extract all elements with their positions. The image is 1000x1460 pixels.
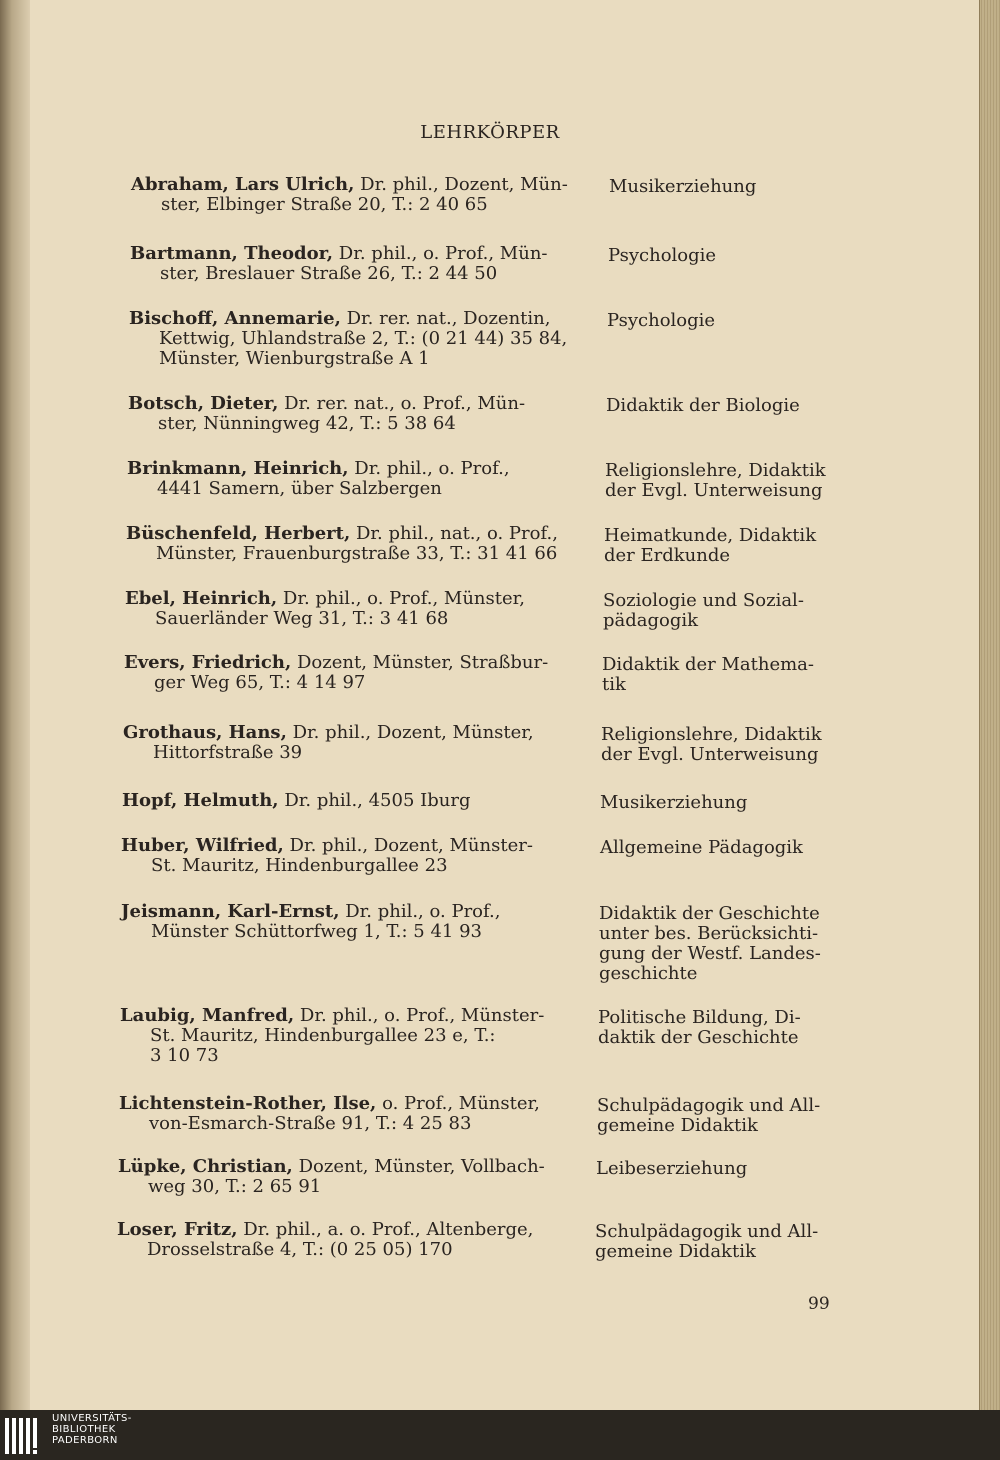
faculty-details: [125, 589, 580, 629]
faculty-details: [126, 524, 581, 564]
faculty-details: [121, 836, 576, 876]
faculty-details: [119, 1094, 574, 1134]
detail-line: [118, 1177, 573, 1197]
faculty-subject: [609, 177, 854, 197]
detail-text: Münster Schüttorfweg 1, T.: 5 41 93: [151, 921, 483, 942]
detail-line: [123, 723, 578, 743]
detail-text: Dr. phil., Dozent, Münster-: [289, 835, 533, 856]
subject-line: tik: [602, 674, 626, 695]
detail-text: Dr. phil., nat., o. Prof.,: [355, 523, 558, 544]
faculty-name: Huber, Wilfried,: [121, 835, 284, 856]
detail-text: Dr. phil., o. Prof., Mün-: [338, 243, 548, 264]
detail-line: [121, 836, 576, 856]
detail-text: St. Mauritz, Hindenburgallee 23 e, T.:: [150, 1025, 496, 1046]
detail-line: [129, 309, 584, 329]
faculty-name: Ebel, Heinrich,: [125, 588, 278, 609]
detail-line: [121, 922, 576, 942]
subject-line: Religionslehre, Didaktik: [605, 460, 826, 481]
detail-line: [129, 329, 584, 349]
detail-text: Dr. phil., o. Prof.,: [345, 901, 501, 922]
detail-text: weg 30, T.: 2 65 91: [148, 1176, 322, 1197]
faculty-details: [128, 394, 583, 434]
subject-line: Didaktik der Geschichte: [599, 903, 820, 924]
subject-line: geschichte: [599, 963, 698, 984]
detail-line: [131, 175, 586, 195]
detail-line: [124, 653, 579, 673]
faculty-name: Grothaus, Hans,: [123, 722, 287, 743]
subject-line: Schulpädagogik und All-: [595, 1221, 819, 1242]
detail-text: Münster, Wienburgstraße A 1: [159, 348, 430, 369]
detail-text: St. Mauritz, Hindenburgallee 23: [151, 855, 448, 876]
subject-line: Musikerziehung: [600, 792, 748, 813]
detail-text: Dr. phil., Dozent, Mün-: [360, 174, 568, 195]
faculty-name: Jeismann, Karl-Ernst,: [121, 901, 340, 922]
library-name-line: UNIVERSITÄTS-: [52, 1413, 132, 1424]
faculty-details: [122, 791, 577, 811]
detail-text: 4441 Samern, über Salzbergen: [157, 478, 442, 499]
subject-line: der Evgl. Unterweisung: [601, 744, 819, 765]
detail-line: [117, 1220, 572, 1240]
detail-text: ster, Elbinger Straße 20, T.: 2 40 65: [161, 194, 488, 215]
subject-line: Musikerziehung: [609, 176, 757, 197]
faculty-name: Hopf, Helmuth,: [122, 790, 279, 811]
subject-line: der Erdkunde: [604, 545, 731, 566]
faculty-details: [120, 1006, 575, 1066]
subject-line: daktik der Geschichte: [598, 1027, 799, 1048]
detail-line: [119, 1114, 574, 1134]
detail-line: [128, 414, 583, 434]
faculty-name: Lüpke, Christian,: [118, 1156, 293, 1177]
detail-text: Drosselstraße 4, T.: (0 25 05) 170: [147, 1239, 453, 1260]
detail-text: ger Weg 65, T.: 4 14 97: [154, 672, 366, 693]
faculty-subject: [600, 838, 845, 858]
detail-line: [120, 1046, 575, 1066]
faculty-details: [121, 902, 576, 942]
detail-line: [127, 479, 582, 499]
subject-line: Soziologie und Sozial-: [603, 590, 804, 611]
subject-line: Psychologie: [608, 245, 717, 266]
detail-text: Dr. phil., a. o. Prof., Altenberge,: [243, 1219, 534, 1240]
faculty-subject: [597, 1096, 842, 1136]
faculty-subject: [598, 1008, 843, 1048]
faculty-name: Lichtenstein-Rother, Ilse,: [119, 1093, 377, 1114]
subject-line: gemeine Didaktik: [595, 1241, 756, 1262]
subject-line: Didaktik der Mathema-: [602, 654, 814, 675]
detail-text: von-Esmarch-Straße 91, T.: 4 25 83: [149, 1113, 472, 1134]
page-edges: [979, 0, 1000, 1410]
detail-line: [124, 673, 579, 693]
detail-text: Dr. rer. nat., Dozentin,: [346, 308, 551, 329]
faculty-details: [124, 653, 579, 693]
subject-line: Schulpädagogik und All-: [597, 1095, 821, 1116]
faculty-name: Büschenfeld, Herbert,: [126, 523, 351, 544]
faculty-subject: [596, 1159, 841, 1179]
detail-line: [125, 609, 580, 629]
detail-text: Dozent, Münster, Straßbur-: [296, 652, 549, 673]
detail-line: [130, 264, 585, 284]
page-number: 99: [808, 1294, 830, 1314]
faculty-details: [123, 723, 578, 763]
detail-text: Dr. phil., Dozent, Münster,: [292, 722, 534, 743]
faculty-name: Brinkmann, Heinrich,: [127, 458, 349, 479]
faculty-name: Botsch, Dieter,: [128, 393, 279, 414]
subject-line: Leibeserziehung: [596, 1158, 748, 1179]
detail-line: [126, 524, 581, 544]
book-gutter: [0, 0, 30, 1410]
library-footer: [0, 1410, 1000, 1460]
detail-line: [120, 1026, 575, 1046]
detail-line: [122, 791, 577, 811]
faculty-details: [118, 1157, 573, 1197]
faculty-details: [127, 459, 582, 499]
library-logo-icon: [4, 1416, 46, 1456]
detail-text: Dr. phil., 4505 Iburg: [284, 790, 471, 811]
faculty-name: Abraham, Lars Ulrich,: [131, 174, 355, 195]
detail-line: [121, 856, 576, 876]
library-name: [52, 1413, 132, 1446]
library-name-line: BIBLIOTHEK: [52, 1424, 116, 1435]
faculty-subject: [603, 591, 848, 631]
library-name-line: PADERBORN: [52, 1435, 118, 1446]
faculty-subject: [601, 725, 846, 765]
faculty-subject: [608, 246, 853, 266]
detail-line: [129, 349, 584, 369]
faculty-details: [130, 244, 585, 284]
subject-line: unter bes. Berücksichti-: [599, 923, 819, 944]
detail-text: Dr. phil., o. Prof., Münster-: [299, 1005, 545, 1026]
faculty-name: Evers, Friedrich,: [124, 652, 292, 673]
detail-line: [128, 394, 583, 414]
subject-line: der Evgl. Unterweisung: [605, 480, 823, 501]
detail-line: [119, 1094, 574, 1114]
detail-text: Dr. phil., o. Prof.,: [354, 458, 510, 479]
page-title: LEHRKÖRPER: [420, 122, 560, 143]
detail-line: [121, 902, 576, 922]
faculty-details: [117, 1220, 572, 1260]
detail-line: [130, 244, 585, 264]
faculty-subject: [599, 904, 844, 984]
faculty-name: Bartmann, Theodor,: [130, 243, 334, 264]
detail-text: Münster, Frauenburgstraße 33, T.: 31 41 66: [156, 543, 558, 564]
detail-text: Dr. rer. nat., o. Prof., Mün-: [284, 393, 526, 414]
detail-line: [123, 743, 578, 763]
subject-line: pädagogik: [603, 610, 699, 631]
detail-line: [126, 544, 581, 564]
detail-line: [118, 1157, 573, 1177]
faculty-details: [129, 309, 584, 369]
subject-line: gung der Westf. Landes-: [599, 943, 821, 964]
faculty-subject: [602, 655, 847, 695]
faculty-name: Loser, Fritz,: [117, 1219, 238, 1240]
detail-text: o. Prof., Münster,: [382, 1093, 540, 1114]
detail-line: [125, 589, 580, 609]
detail-text: Kettwig, Uhlandstraße 2, T.: (0 21 44) 35 84,: [159, 328, 568, 349]
detail-line: [127, 459, 582, 479]
faculty-subject: [607, 311, 852, 331]
subject-line: Didaktik der Biologie: [606, 395, 800, 416]
subject-line: Politische Bildung, Di-: [598, 1007, 801, 1028]
faculty-name: Bischoff, Annemarie,: [129, 308, 341, 329]
faculty-details: [131, 175, 586, 215]
faculty-subject: [600, 793, 845, 813]
detail-text: 3 10 73: [150, 1045, 219, 1066]
detail-line: [131, 195, 586, 215]
faculty-subject: [605, 461, 850, 501]
detail-text: Hittorfstraße 39: [153, 742, 303, 763]
detail-text: ster, Breslauer Straße 26, T.: 2 44 50: [160, 263, 498, 284]
detail-line: [117, 1240, 572, 1260]
subject-line: Allgemeine Pädagogik: [600, 837, 803, 858]
faculty-name: Laubig, Manfred,: [120, 1005, 295, 1026]
faculty-subject: [604, 526, 849, 566]
subject-line: Religionslehre, Didaktik: [601, 724, 822, 745]
detail-line: [120, 1006, 575, 1026]
faculty-subject: [606, 396, 851, 416]
faculty-subject: [595, 1222, 840, 1262]
detail-text: Sauerländer Weg 31, T.: 3 41 68: [155, 608, 449, 629]
detail-text: ster, Nünningweg 42, T.: 5 38 64: [158, 413, 456, 434]
detail-text: Dozent, Münster, Vollbach-: [298, 1156, 545, 1177]
detail-text: Dr. phil., o. Prof., Münster,: [282, 588, 525, 609]
subject-line: gemeine Didaktik: [597, 1115, 758, 1136]
subject-line: Psychologie: [607, 310, 716, 331]
subject-line: Heimatkunde, Didaktik: [604, 525, 817, 546]
